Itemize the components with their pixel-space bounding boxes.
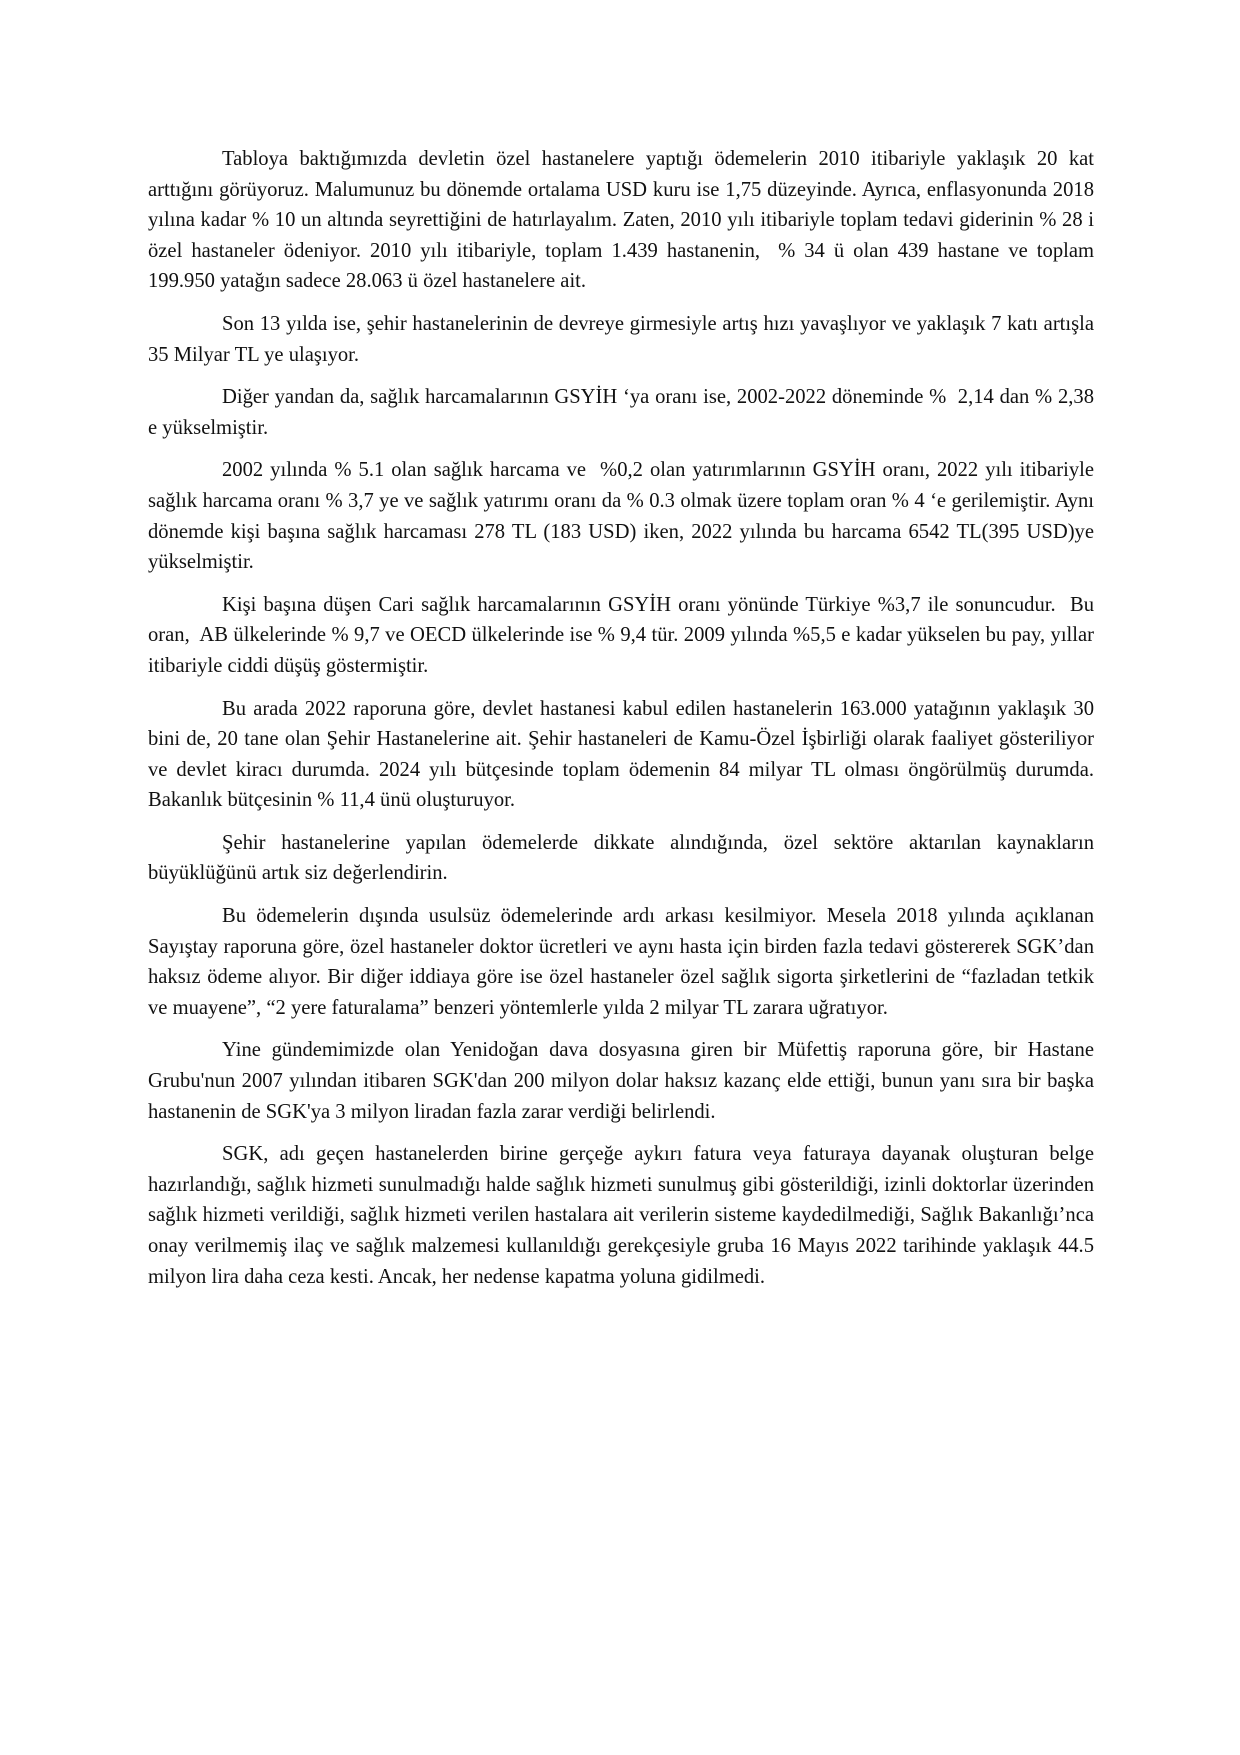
paragraph: Son 13 yılda ise, şehir hastanelerinin de devreye girmesiyle artış hızı yavaşlıyor ve yaklaşık 7 katı artışla 35 Milyar TL ye ulaşıyor. [148,312,1100,366]
paragraph: Yine gündemimizde olan Yenidoğan dava dosyasına giren bir Müfettiş raporuna göre, bir Hastane Grubu'nun 2007 yılından itibaren SGK'dan 200 milyon dolar haksız kazanç elde ettiği, bunun yanı sıra bir başka hastanenin de SGK'ya 3 milyon liradan fazla zarar verdiği belirlendi. [148,1039,1100,1123]
paragraph: Bu arada 2022 raporuna göre, devlet hastanesi kabul edilen hastanelerin 163.000 yatağının yaklaşık 30 bini de, 20 tane olan Şehir Hastanelerine ait. Şehir hastaneleri de Kamu-Özel İşbirliği olarak faaliyet gösteriliyor ve devlet kiracı durumda. 2024 yılı bütçesinde toplam ödemenin 84 milyar TL olması öngörülmüş durumda. Bakanlık bütçesinin % 11,4 ünü oluşturuyor. [148,697,1100,812]
paragraph: Şehir hastanelerine yapılan ödemelerde dikkate alındığında, özel sektöre aktarılan kaynakların büyüklüğünü artık siz değerlendirin. [148,831,1100,885]
paragraph: SGK, adı geçen hastanelerden birine gerçeğe aykırı fatura veya faturaya dayanak oluşturan belge hazırlandığı, sağlık hizmeti sunulmadığı halde sağlık hizmeti sunulmuş gibi gösterildiği, izinli doktorlar üzerinden sağlık hizmeti verildiği, sağlık hizmeti verilen hastalara ait verilerin sisteme kaydedilmediği, Sağlık Bakanlığı’nca onay verilmemiş ilaç ve sağlık malzemesi kullanıldığı gerekçesiyle gruba 16 Mayıs 2022 tarihinde yaklaşık 44.5 milyon lira daha ceza kesti. Ancak, her nedense kapatma yoluna gidilmedi. [148,1143,1100,1288]
paragraph: Diğer yandan da, sağlık harcamalarının GSYİH ‘ya oranı ise, 2002-2022 döneminde % 2,14 dan % 2,38 e yükselmiştir. [148,386,1100,439]
paragraph: Bu ödemelerin dışında usulsüz ödemelerinde ardı arkası kesilmiyor. Mesela 2018 yılında açıklanan Sayıştay raporuna göre, özel hastaneler doktor ücretleri ve aynı hasta için birden fazla tedavi göstererek SGK’dan haksız ödeme alıyor. Bir diğer iddiaya göre ise özel hastaneler özel sağlık sigorta şirketlerini de “fazladan tetkik ve muayene”, “2 yere faturalama” benzeri yöntemlerle yılda 2 milyar TL zarara uğratıyor. [148,905,1100,1019]
paragraph: Kişi başına düşen Cari sağlık harcamalarının GSYİH oranı yönünde Türkiye %3,7 ile sonuncudur. Bu oran, AB ülkelerinde % 9,7 ve OECD ülkelerinde ise % 9,4 tür. 2009 yılında %5,5 e kadar yükselen bu pay, yıllar itibariyle ciddi düşüş göstermiştir. [148,593,1100,677]
paragraph: Tabloya baktığımızda devletin özel hastanelere yaptığı ödemelerin 2010 itibariyle yaklaşık 20 kat arttığını görüyoruz. Malumunuz bu dönemde ortalama USD kuru ise 1,75 düzeyinde. Ayrıca, enflasyonunda 2018 yılına kadar % 10 un altında seyrettiğini de hatırlayalım. Zaten, 2010 yılı itibariyle toplam tedavi giderinin % 28 i özel hastaneler ödeniyor. 2010 yılı itibariyle, toplam 1.439 hastanenin, % 34 ü olan 439 hastane ve toplam 199.950 yatağın sadece 28.063 ü özel hastanelere ait. [148,148,1100,293]
document-body [148,144,1100,1304]
paragraph: 2002 yılında % 5.1 olan sağlık harcama ve %0,2 olan yatırımlarının GSYİH oranı, 2022 yılı itibariyle sağlık harcama oranı % 3,7 ye ve sağlık yatırımı oranı da % 0.3 olmak üzere toplam oran % 4 ‘e gerilemiştir. Aynı dönemde kişi başına sağlık harcaması 278 TL (183 USD) iken, 2022 yılında bu harcama 6542 TL(395 USD)ye yükselmiştir. [148,459,1100,574]
